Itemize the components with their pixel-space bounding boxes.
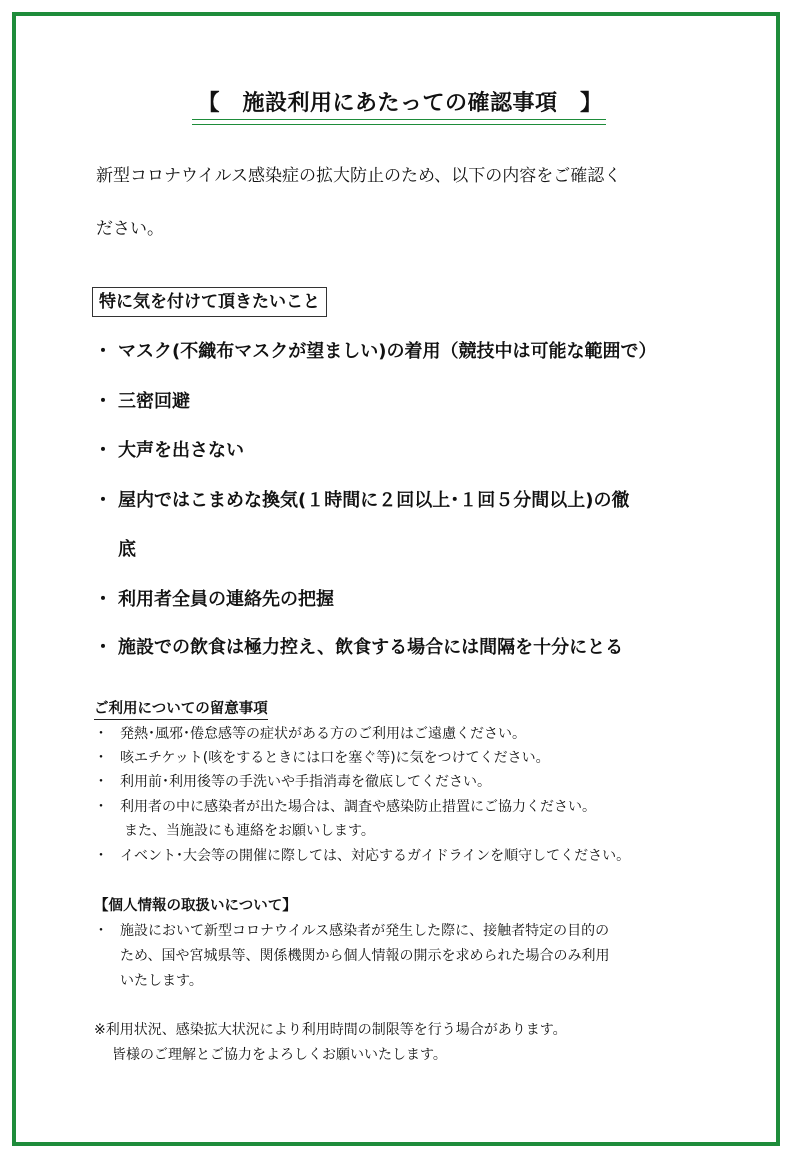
- attention-item-text: 大声を出さない: [118, 440, 244, 461]
- bullet: ・: [94, 391, 112, 412]
- footer-note-line-1: ※利用状況、感染拡大状況により利用時間の制限等を行う場合があります。: [94, 1022, 567, 1038]
- bullet: ・: [94, 440, 112, 461]
- bullet: ・: [94, 848, 108, 864]
- attention-item-text: 三密回避: [118, 391, 190, 412]
- privacy-line: ため、国や宮城県等、関係機関から個人情報の開示を求められた場合のみ利用: [120, 948, 610, 964]
- usage-note-text: また、当施設にも連絡をお願いします。: [124, 823, 375, 839]
- intro-line-1: 新型コロナウイルス感染症の拡大防止のため、以下の内容をご確認く: [96, 166, 622, 186]
- title-underline: [192, 119, 606, 125]
- special-attention-heading: 特に気を付けて頂きたいこと: [92, 287, 327, 317]
- intro-line-2: ださい。: [96, 219, 164, 239]
- usage-note-text: 利用前･利用後等の手洗いや手指消毒を徹底してください。: [120, 774, 491, 790]
- bullet: ・: [94, 799, 108, 815]
- bullet: ・: [94, 726, 108, 742]
- privacy-line: いたします。: [120, 973, 203, 989]
- attention-item-text: 底: [118, 539, 136, 560]
- usage-note-text: イベント･大会等の開催に際しては、対応するガイドラインを順守してください。: [120, 848, 631, 864]
- bullet: ・: [94, 490, 112, 511]
- footer-note-line-2: 皆様のご理解とご協力をよろしくお願いいたします。: [112, 1047, 447, 1063]
- attention-item-text: マスク(不織布マスクが望ましい)の着用（競技中は可能な範囲で）: [118, 341, 657, 362]
- bullet: ・: [94, 637, 112, 658]
- bullet: ・: [94, 774, 108, 790]
- attention-item-text: 屋内ではこまめな換気(１時間に２回以上･１回５分間以上)の徹: [118, 490, 630, 511]
- usage-note-text: 咳エチケット(咳をするときには口を塞ぐ等)に気をつけてください。: [120, 750, 550, 766]
- usage-note-text: 発熱･風邪･倦怠感等の症状がある方のご利用はご遠慮ください。: [120, 726, 526, 742]
- privacy-line: 施設において新型コロナウイルス感染者が発生した際に、接触者特定の目的の: [120, 923, 610, 939]
- bullet: ・: [94, 750, 108, 766]
- attention-item-text: 利用者全員の連絡先の把握: [118, 589, 334, 610]
- privacy-heading: 【個人情報の取扱いについて】: [94, 898, 297, 914]
- bullet: ・: [94, 589, 112, 610]
- usage-notes-heading: ご利用についての留意事項: [94, 699, 268, 720]
- bullet: ・: [94, 341, 112, 362]
- attention-item-text: 施設での飲食は極力控え、飲食する場合には間隔を十分にとる: [118, 637, 624, 658]
- usage-note-text: 利用者の中に感染者が出た場合は、調査や感染防止措置にご協力ください。: [120, 799, 596, 815]
- bullet: ・: [94, 923, 108, 939]
- page-title: 【 施設利用にあたっての確認事項 】: [197, 91, 603, 116]
